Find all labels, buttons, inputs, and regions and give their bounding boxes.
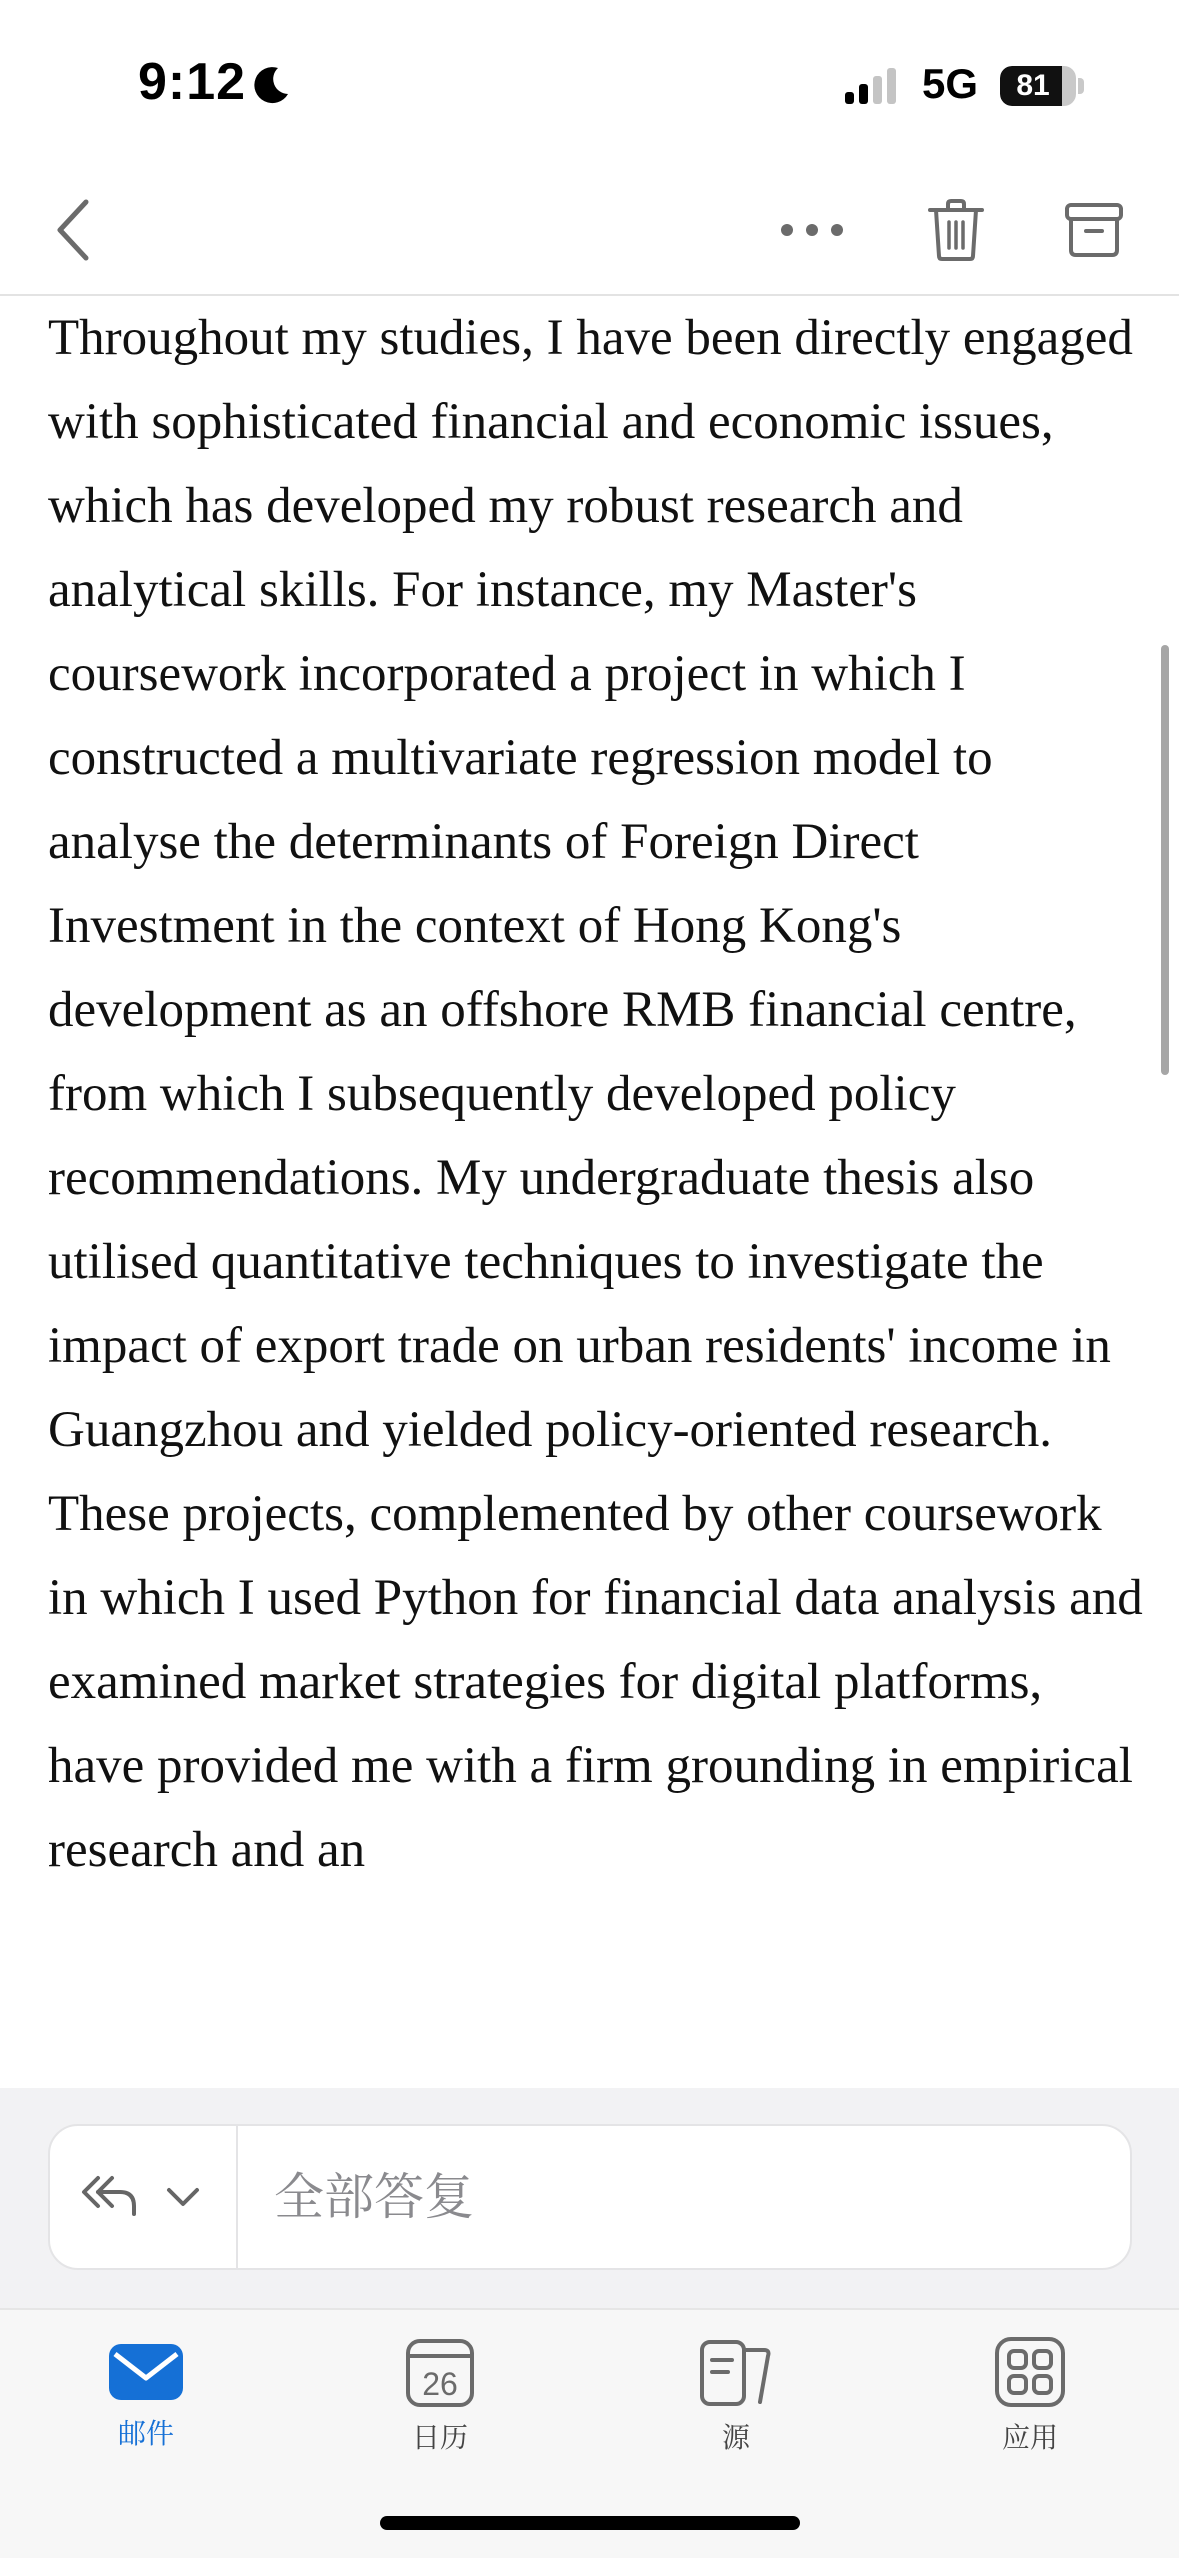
tab-apps-label: 应用 (1001, 2422, 1058, 2453)
feed-icon (698, 2336, 774, 2408)
signal-icon (845, 68, 901, 108)
calendar-icon (405, 2336, 475, 2408)
tab-mail[interactable] (36, 2330, 256, 2480)
battery-icon (1000, 66, 1076, 106)
network-type: 5G (922, 60, 979, 107)
ellipsis-icon (777, 220, 847, 240)
reply-mode-button[interactable] (50, 2126, 238, 2268)
tab-calendar[interactable] (330, 2330, 550, 2480)
tab-mail-label: 邮件 (117, 2418, 174, 2449)
status-bar (0, 0, 1179, 150)
tab-apps[interactable] (920, 2330, 1140, 2480)
delete-button[interactable] (916, 190, 996, 270)
mail-toolbar (0, 150, 1179, 296)
home-indicator[interactable] (380, 2516, 800, 2530)
trash-icon (926, 198, 986, 262)
back-button[interactable] (34, 190, 114, 270)
chevron-down-icon (166, 2186, 200, 2208)
chevron-left-icon (54, 198, 94, 262)
reply-all-icon (80, 2174, 138, 2218)
more-button[interactable] (772, 190, 852, 270)
archive-icon (1064, 202, 1124, 258)
battery-nub (1078, 78, 1084, 94)
email-body-text: Throughout my studies, I have been directly engaged with sophisticated financial and economic issues, which has developed my robust research and analytical skills. For instance, my Master's coursework incorporated a project in which I constructed a multivariate regression model to analyse the determinants of Foreign Direct Investment in the context of Hong Kong's development as an offshore RMB financial centre, from which I subsequently developed policy recommendations. My undergraduate thesis also utilised quantitative techniques to investigate the impact of export trade on urban residents' income in Guangzhou and yielded policy-oriented research. These projects, complemented by other coursework in which I used Python for financial data analysis and examined market strategies for digital platforms, have provided me with a firm grounding in empirical research and an (48, 310, 1143, 1878)
tab-feed-label: 源 (721, 2422, 750, 2453)
tab-calendar-label: 日历 (411, 2422, 468, 2453)
reply-box[interactable] (48, 2124, 1132, 2270)
battery-level: 81 (1016, 69, 1050, 102)
apps-grid-icon (994, 2336, 1066, 2408)
status-time: 9:12 (138, 53, 247, 111)
scrollbar[interactable] (1161, 645, 1169, 1075)
reply-all-input[interactable]: 全部答复 (274, 2169, 474, 2225)
reply-bar (0, 2088, 1179, 2308)
mail-icon (107, 2340, 185, 2404)
tab-feed[interactable] (626, 2330, 846, 2480)
calendar-day: 26 (422, 2366, 458, 2402)
archive-button[interactable] (1054, 190, 1134, 270)
moon-icon (250, 64, 292, 106)
email-body[interactable] (48, 296, 1148, 2086)
